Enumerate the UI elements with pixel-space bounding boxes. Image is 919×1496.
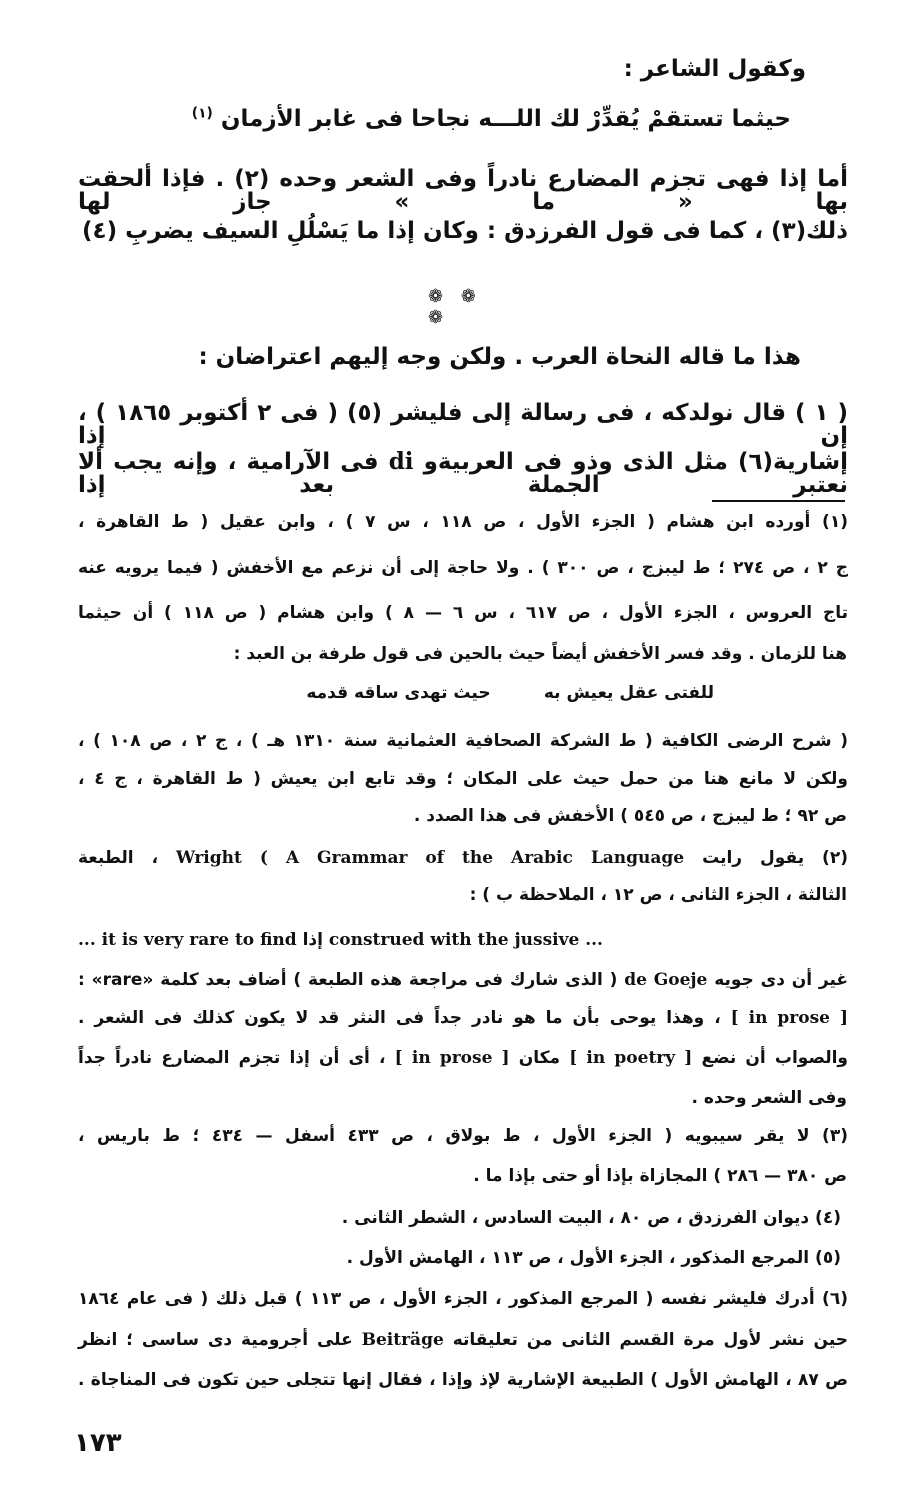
quote-arabic-word: إذا <box>302 930 323 950</box>
footnote-separator-rule <box>712 500 845 502</box>
footnote-1-line-7: ص ٩٢ ؛ ط ليبزج ، ص ٥٤٥ ) الأخفش فى هذا الصدد . <box>413 806 847 826</box>
footnote-1-line-3: تاج العروس ، الجزء الأول ، ص ٦١٧ ، س ٦ — ٨ ) وابن هشام ( ص ١١٨ ) أن حيثما <box>78 603 848 623</box>
footnote-2-line-2: الثالثة ، الجزء الثانى ، ص ١٢ ، الملاحظة ب ) : <box>469 885 847 905</box>
footnote-1-line-6: ولكن لا مانع هنا من حمل حيث على المكان ؛ وقد تابع ابن يعيش ( ط القاهرة ، ج ٤ ، <box>78 769 848 789</box>
footnote-1-line-2: ج ٢ ، ص ٢٧٤ ؛ ط ليبزج ، ص ٣٠٠ ) . ولا حاجة إلى أن نزعم مع الأخفش ( فيما يرويه عنه <box>78 558 849 578</box>
footnote-2-line-6: وفى الشعر وحده . <box>691 1088 847 1108</box>
quote-text-b: construed with the jussive ... <box>328 930 603 950</box>
footnote-2-text-a: (٢) يقول رايت <box>702 848 848 868</box>
footnote-6-line-1: (٦) أدرك فليشر نفسه ( المرجع المذكور ، الجزء الأول ، ص ١١٣ ) قبل ذلك ( فى عام ١٨٦٤ <box>78 1289 849 1309</box>
quote-text-a: ... it is very rare to find <box>78 930 297 950</box>
footnote-2-l3-text-b: ( الذى شارك فى مراجعة هذه الطبعة ) أضاف بعد كلمة «rare» : <box>78 970 618 990</box>
footnote-5: (٥) المرجع المذكور ، الجزء الأول ، ص ١١٣ ، الهامش الأول . <box>346 1248 841 1268</box>
footnote-4: (٤) ديوان الفرزدق ، ص ٨٠ ، البيت السادس ، الشطر الثانى . <box>341 1208 841 1228</box>
latin-name-de-goeje: de Goeje <box>624 970 708 990</box>
footnote-2-english-quote <box>78 932 603 949</box>
footnote-6-line-2 <box>78 1332 848 1349</box>
footnote-3-line-2: ص ٣٨٠ — ٢٨٦ ) المجازاة بإذا أو حتى بإذا ما . <box>473 1166 847 1186</box>
footnote-2-line-3 <box>78 972 848 989</box>
footnote-2-line-5 <box>78 1050 848 1067</box>
footnote-6-line-3: ص ٨٧ ، الهامش الأول ) الطبيعة الإشارية لإذ وإذا ، فقال إنها تتجلى حين تكون فى المناجاة . <box>78 1370 848 1390</box>
footnote-6-l2-text-a: حين نشر لأول مرة القسم الثانى من تعليقاته <box>452 1330 849 1350</box>
paragraph-2: هذا ما قاله النحاة العرب . ولكن وجه إليهم اعتراضان : <box>198 344 801 370</box>
paragraph-3-text-a: إشارية(٦) مثل الذى وذو فى العربيةو <box>423 449 849 475</box>
section-separator-asterisks: ❁ ❁ ❁ <box>428 286 482 328</box>
footnote-1-line-5: ( شرح الرضى الكافية ( ط الشركة الصحافية العثمانية سنة ١٣١٠ هـ ) ، ج ٢ ، ص ١٠٨ ) ، <box>78 731 848 751</box>
footnote-2-l5-text-b: ، أى أن إذا تجزم المضارع نادراً جداً <box>78 1048 386 1068</box>
footnote-2-line-4 <box>78 1010 848 1027</box>
verse-line <box>191 105 791 132</box>
latin-in-prose-2: [ in prose ] <box>394 1048 510 1068</box>
footnote-2-l5-mid: مكان <box>518 1048 561 1068</box>
latin-in-prose: [ in prose ] <box>730 1008 848 1028</box>
paragraph-3-line-2 <box>78 450 848 497</box>
verse-text: حيثما تستقمْ يُقدِّرْ لك اللـــه نجاحا فى غابر الأزمان <box>220 106 791 132</box>
latin-in-poetry: [ in poetry ] <box>569 1048 693 1068</box>
latin-term-di: di <box>388 448 414 475</box>
footnote-6-l2-text-b: على أجرومية دى ساسى ؛ انظر <box>78 1330 353 1350</box>
paragraph-1-line-2: ذلك(٣) ، كما فى قول الفرزدق : وكان إذا ما يَسْلُلِ السيف يضربِ (٤) <box>82 218 848 244</box>
footnote-3-line-1: (٣) لا يقر سيبويه ( الجزء الأول ، ط بولاق ، ص ٤٣٣ أسفل — ٤٣٤ ؛ ط باريس ، <box>78 1126 848 1146</box>
paragraph-3-line-1: ( ١ ) قال نولدكه ، فى رسالة إلى فليشر (٥) ( فى ٢ أكتوبر ١٨٦٥ ) ، إن إذا <box>78 400 849 449</box>
footnote-1-line-1: (١) أورده ابن هشام ( الجزء الأول ، ص ١١٨ ، س ٧ ) ، وابن عقيل ( ط القاهرة ، <box>78 512 848 532</box>
latin-author-wright: Wright <box>176 848 242 868</box>
intro-line: وكقول الشاعر : <box>623 56 806 82</box>
paragraph-1-line-1: أما إذا فهى تجزم المضارع نادراً وفى الشعر وحده (٢) . فإذا ألحقت بها « ما » جاز لها <box>78 166 848 215</box>
page-number: ١٧٣ <box>74 1428 122 1458</box>
footnote-2-l5-text-a: والصواب أن نضع <box>701 1048 848 1068</box>
footnote-2-l4-text: ، وهذا يوحى بأن ما هو نادر جداً فى النثر قد لا يكون كذلك فى الشعر . <box>78 1008 721 1028</box>
footnote-2-text-b: ، الطبعة <box>78 848 159 868</box>
latin-beitrage: Beiträge <box>361 1330 444 1350</box>
paragraph-3-text-b: فى الآرامية ، وإنه يجب ألا نعتبر الجملة بعد إذا <box>78 449 848 498</box>
footnote-2-l3-text-a: غير أن دى جويه <box>714 970 849 990</box>
footnote-2-line-1 <box>78 850 848 867</box>
footnote-ref: (١) <box>191 105 213 122</box>
footnote-1-line-4: هنا للزمان . وقد فسر الأخفش أيضاً حيث بالحين فى قول طرفة بن العبد : <box>233 644 847 664</box>
latin-book-title: ( A Grammar of the Arabic Language <box>259 848 685 868</box>
footnote-1-verse: للفتى عقل يعيش به حيث تهدى ساقه قدمه <box>306 683 714 703</box>
